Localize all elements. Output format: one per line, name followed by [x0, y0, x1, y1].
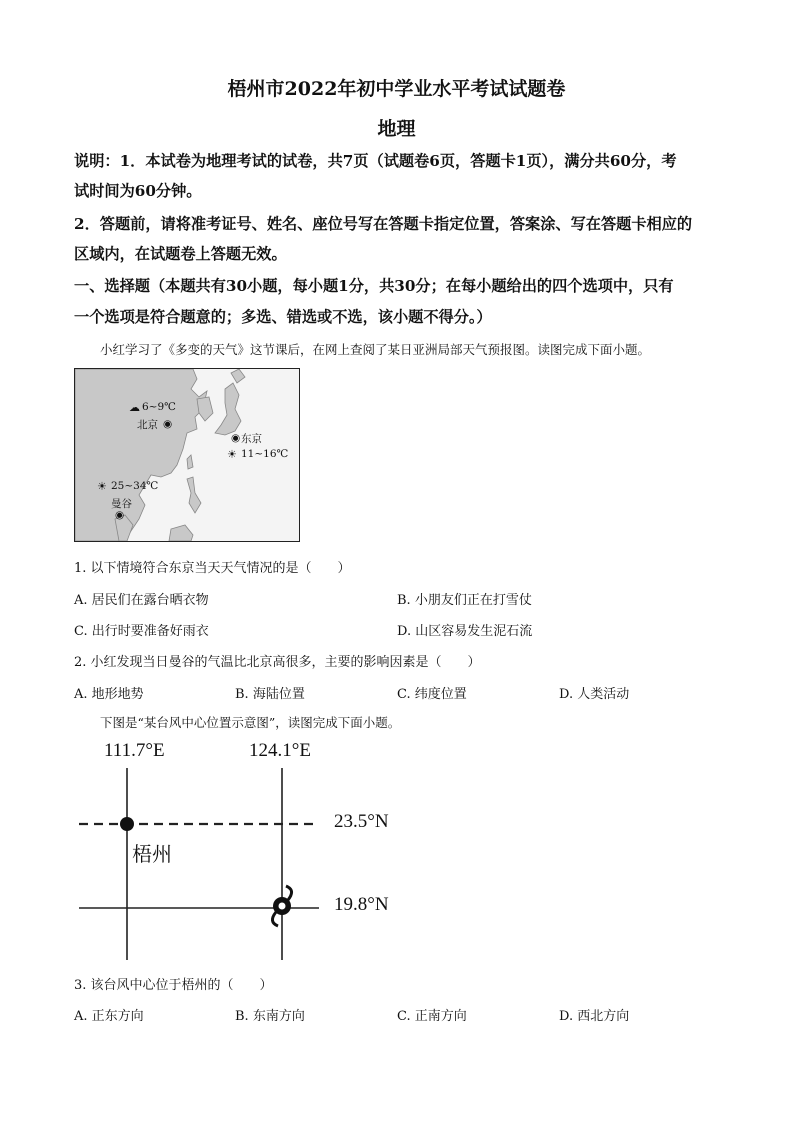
question-1-option-a[interactable]: A. 居民们在露台晒衣物 [74, 593, 209, 608]
question-2-stem: 2. 小红发现当日曼谷的气温比北京高很多，主要的影响因素是（ ） [74, 655, 481, 670]
diagram-grid-lines [74, 738, 414, 963]
question-1-stem: 1. 以下情境符合东京当天天气情况的是（ ） [74, 561, 351, 576]
exam-title: 梧州市2022年初中学业水平考试试题卷 [227, 78, 566, 100]
instruction-line-2: 试时间为60分钟。 [74, 182, 202, 200]
cloudy-icon: ☁ [129, 401, 140, 414]
instruction-line-4: 区域内，在试题卷上答题无效。 [74, 245, 287, 263]
instruction-line-3: 2．答题前，请将准考证号、姓名、座位号写在答题卡指定位置，答案涂、写在答题卡相应的 [74, 215, 693, 233]
latitude-label-2: 19.8°N [334, 894, 389, 915]
beijing-temperature: 6~9℃ [142, 401, 176, 413]
question-2-option-a[interactable]: A. 地形地势 [74, 687, 144, 702]
tokyo-label: 东京 [241, 433, 262, 445]
instruction-line-1: 说明：1．本试卷为地理考试的试卷，共7页（试题卷6页，答题卡1页），满分共60分，考 [74, 152, 677, 170]
typhoon-position-diagram [74, 738, 414, 963]
longitude-label-2: 124.1°E [249, 740, 311, 761]
exam-subject: 地理 [377, 118, 416, 140]
tokyo-temperature: 11~16℃ [241, 448, 289, 460]
intro-text-2: 下图是“某台风中心位置示意图”，读图完成下面小题。 [100, 715, 401, 730]
section-heading-line-2: 一个选项是符合题意的；多选、错选或不选，该小题不得分。） [74, 308, 492, 326]
sunny-icon: ☀ [97, 480, 107, 493]
bangkok-temperature: 25~34℃ [111, 480, 159, 492]
sunny-icon: ☀ [227, 448, 237, 461]
beijing-marker: ◉ [163, 418, 173, 430]
question-3-option-a[interactable]: A. 正东方向 [74, 1009, 144, 1024]
question-3-stem: 3. 该台风中心位于梧州的（ ） [74, 978, 273, 993]
question-2-option-b[interactable]: B. 海陆位置 [235, 687, 305, 702]
longitude-label-1: 111.7°E [104, 740, 165, 761]
tokyo-marker: ◉ [231, 432, 241, 444]
question-3-option-c[interactable]: C. 正南方向 [397, 1009, 467, 1024]
section-heading-line-1: 一、选择题（本题共有30小题，每小题1分，共30分；在每小题给出的四个选项中，只有 [74, 277, 674, 295]
bangkok-marker: ◉ [115, 509, 125, 521]
question-3-option-d[interactable]: D. 西北方向 [559, 1009, 630, 1024]
question-1-option-b[interactable]: B. 小朋友们正在打雪仗 [397, 593, 532, 608]
bangkok-label: 曼谷 [111, 498, 132, 510]
weather-map [74, 368, 300, 542]
question-1-option-d[interactable]: D. 山区容易发生泥石流 [397, 624, 533, 639]
intro-text-1: 小红学习了《多变的天气》这节课后，在网上查阅了某日亚洲局部天气预报图。读图完成下面小题。 [100, 342, 651, 357]
beijing-label: 北京 [137, 419, 158, 431]
question-2-option-c[interactable]: C. 纬度位置 [397, 687, 467, 702]
question-1-option-c[interactable]: C. 出行时要准备好雨衣 [74, 624, 209, 639]
latitude-label-1: 23.5°N [334, 811, 389, 832]
question-3-option-b[interactable]: B. 东南方向 [235, 1009, 305, 1024]
wuzhou-label: 梧州 [132, 842, 172, 866]
question-2-option-d[interactable]: D. 人类活动 [559, 687, 630, 702]
